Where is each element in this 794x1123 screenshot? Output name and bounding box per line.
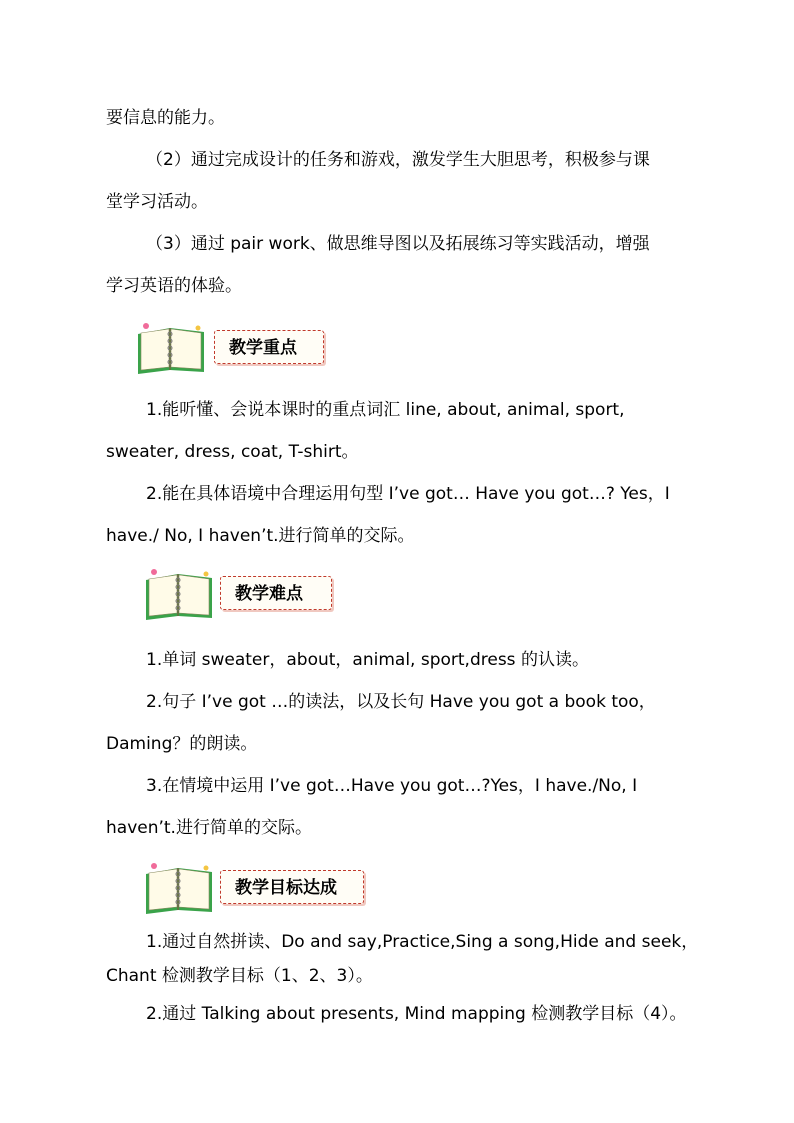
text-line: （2）通过完成设计的任务和游戏，激发学生大胆思考，积极参与课	[146, 150, 650, 170]
text-line: 3.在情境中运用 I’ve got…Have you got…?Yes，I have./No, I	[146, 776, 638, 796]
text-line: 学习英语的体验。	[106, 276, 242, 296]
section-heading-difficulties	[140, 566, 380, 622]
text-line: 2.能在具体语境中合理运用句型 I’ve got… Have you got…? Yes，I	[146, 484, 670, 504]
text-line: sweater, dress, coat, T-shirt。	[106, 442, 359, 462]
text-line: 2.句子 I’ve got …的读法，以及长句 Have you got a book too，	[146, 692, 656, 712]
section-heading-goal-achievement	[140, 860, 380, 916]
text-line: 要信息的能力。	[106, 108, 225, 128]
text-line: 1.单词 sweater，about，animal, sport,dress 的认读。	[146, 650, 589, 670]
open-book-icon	[140, 566, 220, 622]
text-line: 2.通过 Talking about presents, Mind mapping 检测教学目标（4）。	[146, 1004, 687, 1024]
text-line: haven’t.进行简单的交际。	[106, 818, 312, 838]
section-heading-label: 教学目标达成	[220, 870, 364, 904]
section-heading-label: 教学难点	[220, 576, 332, 610]
section-heading-label: 教学重点	[214, 330, 324, 364]
text-line: 1.通过自然拼读、Do and say,Practice,Sing a song,Hide and seek，	[146, 932, 699, 952]
text-line: 堂学习活动。	[106, 192, 208, 212]
text-line: 1.能听懂、会说本课时的重点词汇 line, about, animal, sport,	[146, 400, 625, 420]
open-book-icon	[132, 320, 212, 376]
text-line: Daming？的朗读。	[106, 734, 258, 754]
open-book-icon	[140, 860, 220, 916]
section-heading-key-points	[132, 320, 372, 376]
text-line: Chant 检测教学目标（1、2、3）。	[106, 966, 373, 986]
text-line: （3）通过 pair work、做思维导图以及拓展练习等实践活动，增强	[146, 234, 650, 254]
text-line: have./ No, I haven’t.进行简单的交际。	[106, 526, 415, 546]
